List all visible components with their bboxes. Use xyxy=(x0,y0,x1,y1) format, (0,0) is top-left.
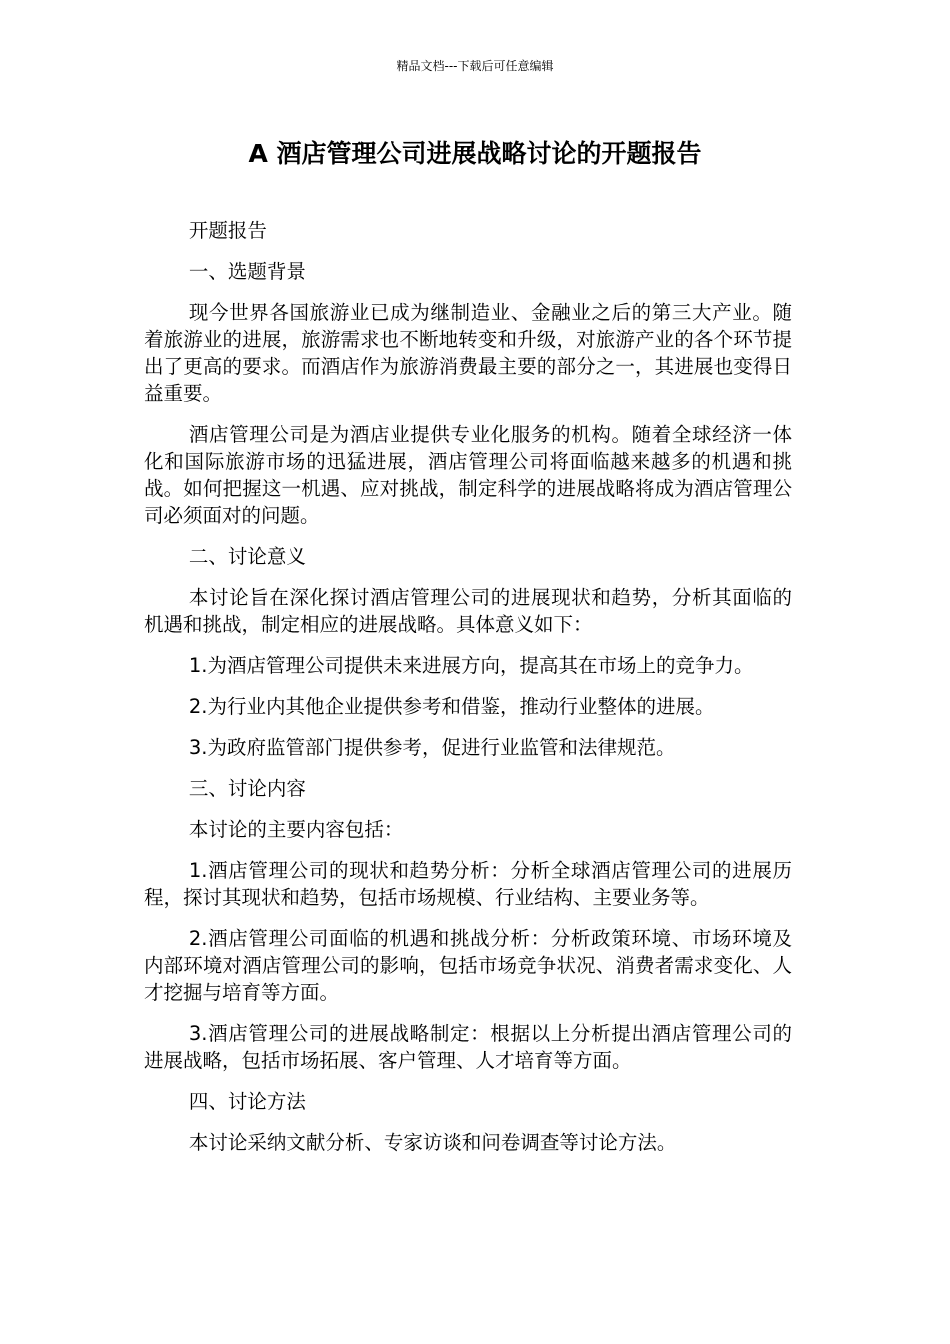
background-paragraph-1: 现今世界各国旅游业已成为继制造业、金融业之后的第三大产业。随着旅游业的进展，旅游需求也不断地转变和升级，对旅游产业的各个环节提出了更高的要求。而酒店作为旅游消费最主要的部分之一，其进展也变得日益重要。 xyxy=(144,301,792,405)
document-title: A 酒店管理公司进展战略讨论的开题报告 xyxy=(248,139,702,168)
method-paragraph: 本讨论采纳文献分析、专家访谈和问卷调查等讨论方法。 xyxy=(188,1131,677,1154)
content-item-3: 3.酒店管理公司的进展战略制定：根据以上分析提出酒店管理公司的进展战略，包括市场拓展、客户管理、人才培育等方面。 xyxy=(144,1022,792,1072)
background-paragraph-2: 酒店管理公司是为酒店业提供专业化服务的机构。随着全球经济一体化和国际旅游市场的迅猛进展，酒店管理公司将面临越来越多的机遇和挑战。如何把握这一机遇、应对挑战，制定科学的进展战略将成为酒店管理公司必须面对的问题。 xyxy=(144,423,792,527)
significance-item-3: 3.为政府监管部门提供参考，促进行业监管和法律规范。 xyxy=(188,736,676,759)
content-item-2: 2.酒店管理公司面临的机遇和挑战分析：分析政策环境、市场环境及内部环境对酒店管理公司的影响，包括市场竞争状况、消费者需求变化、人才挖掘与培育等方面。 xyxy=(144,927,792,1004)
section-heading-method: 四、讨论方法 xyxy=(188,1090,306,1113)
content-intro: 本讨论的主要内容包括： xyxy=(188,818,404,841)
section-heading-background: 一、选题背景 xyxy=(188,260,306,283)
content-item-1: 1.酒店管理公司的现状和趋势分析：分析全球酒店管理公司的进展历程，探讨其现状和趋势，包括市场规模、行业结构、主要业务等。 xyxy=(144,859,792,909)
section-heading-significance: 二、讨论意义 xyxy=(188,545,306,568)
document-body xyxy=(144,217,792,1170)
significance-item-1: 1.为酒店管理公司提供未来进展方向，提高其在市场上的竞争力。 xyxy=(188,654,754,677)
significance-item-2: 2.为行业内其他企业提供参考和借鉴，推动行业整体的进展。 xyxy=(188,695,715,718)
page-header: 精品文档---下载后可任意编辑 xyxy=(396,59,554,73)
section-heading-content: 三、讨论内容 xyxy=(188,777,306,800)
significance-intro: 本讨论旨在深化探讨酒店管理公司的进展现状和趋势，分析其面临的机遇和挑战，制定相应的进展战略。具体意义如下： xyxy=(144,586,792,636)
report-label: 开题报告 xyxy=(188,219,267,242)
